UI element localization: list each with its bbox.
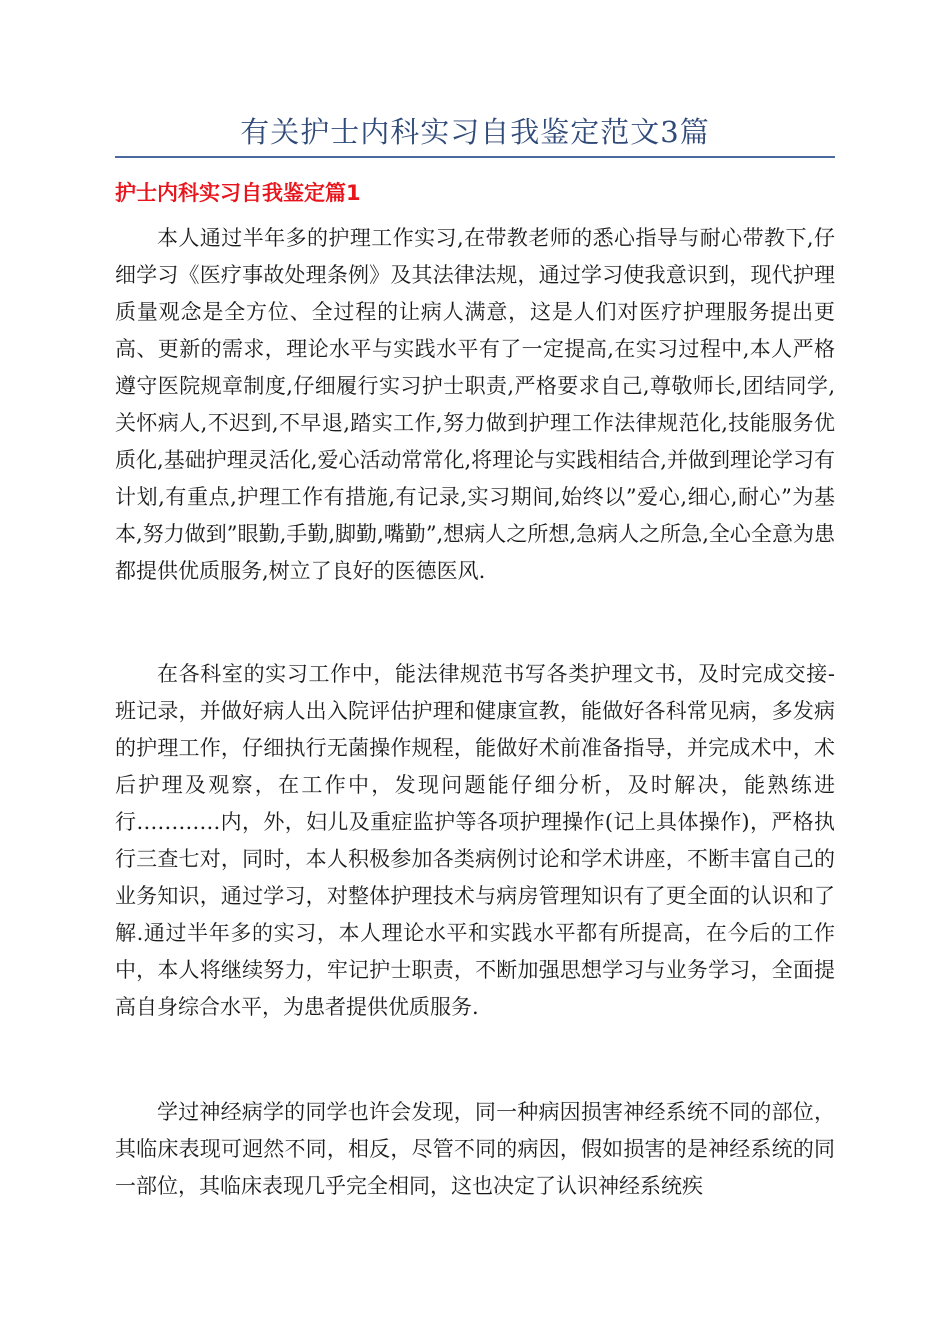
body-paragraph-2: 在各科室的实习工作中，能法律规范书写各类护理文书，及时完成交接-班记录，并做好病人出入院评估护理和健康宣教，能做好各科常见病，多发病的护理工作，仔细执行无菌操作规程，能做好术前准备指导，并完成术中，术后护理及观察，在工作中，发现问题能仔细分析，及时解决，能熟练进行…………内，外，妇儿及重症监护等各项护理操作(记上具体操作)，严格执行三查七对，同时，本人积极参加各类病例讨论和学术讲座，不断丰富自己的业务知识，通过学习，对整体护理技术与病房管理知识有了更全面的认识和了解.通过半年多的实习，本人理论水平和实践水平都有所提高，在今后的工作中，本人将继续努力，牢记护士职责，不断加强思想学习与业务学习，全面提高自身综合水平，为患者提供优质服务.	[115, 662, 835, 1019]
section-heading: 护士内科实习自我鉴定篇1	[115, 181, 361, 205]
body-paragraph-1: 本人通过半年多的护理工作实习,在带教老师的悉心指导与耐心带教下,仔细学习《医疗事故处理条例》及其法律法规，通过学习使我意识到，现代护理质量观念是全方位、全过程的让病人满意，这是人们对医疗护理服务提出更高、更新的需求，理论水平与实践水平有了一定提高,在实习过程中,本人严格遵守医院规章制度,仔细履行实习护士职责,严格要求自己,尊敬师长,团结同学,关怀病人,不迟到,不早退,踏实工作,努力做到护理工作法律规范化,技能服务优质化,基础护理灵活化,爱心活动常常化,将理论与实践相结合,并做到理论学习有计划,有重点,护理工作有措施,有记录,实习期间,始终以”爱心,细心,耐心”为基本,努力做到”眼勤,手勤,脚勤,嘴勤”,想病人之所想,急病人之所急,全心全意为患都提供优质服务,树立了良好的医德医风.	[115, 226, 835, 583]
body-paragraph-3: 学过神经病学的同学也许会发现，同一种病因损害神经系统不同的部位，其临床表现可迥然不同，相反，尽管不同的病因，假如损害的是神经系统的同一部位，其临床表现几乎完全相同，这也决定了认识神经系统疾	[115, 1100, 835, 1198]
document-title: 有关护士内科实习自我鉴定范文3篇	[115, 108, 835, 158]
